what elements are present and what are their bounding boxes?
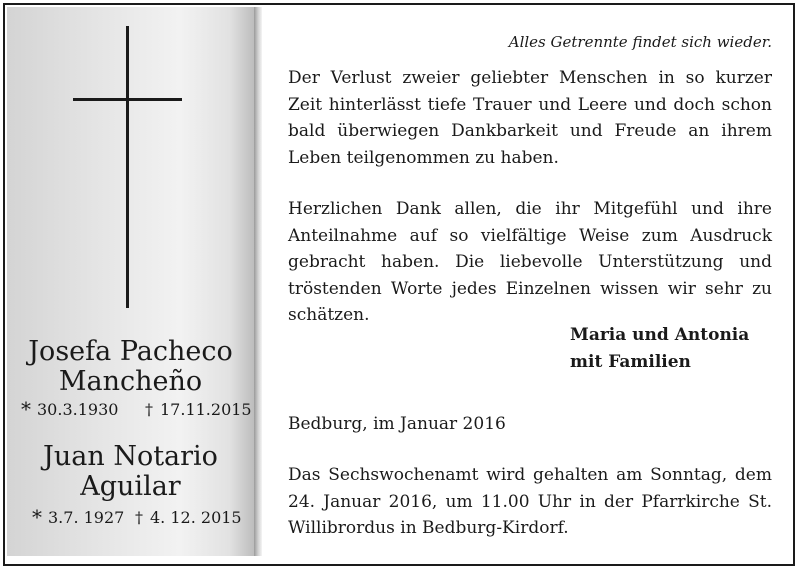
deceased-1-born: 30.3.1930: [37, 400, 119, 419]
deceased-2-name-line2: Aguilar: [80, 471, 181, 502]
deceased-1-name-line1: Josefa Pacheco: [28, 336, 233, 367]
cross-icon-horizontal: [73, 98, 182, 101]
place-date: Bedburg, im Januar 2016: [288, 414, 506, 434]
mass-notice: Das Sechswochenamt wird gehalten am Sonntag, dem 24. Januar 2016, um 11.00 Uhr in der Pfarrkirche St. Willibrordus in Bedburg-Kirdorf.: [288, 465, 772, 538]
died-icon: †: [145, 400, 153, 419]
deceased-2-dates: [7, 505, 254, 530]
paragraph-thanks: Herzlichen Dank allen, die ihr Mitgefühl und ihre Anteilnahme auf so vielfältige Weise zum Ausdruck gebracht haben. Die liebevolle Unterstützung und tröstenden Worte jedes Einzelnen wissen wir sehr zu schätzen.: [288, 199, 772, 325]
cross-icon-vertical: [126, 26, 129, 308]
panel-spine: [254, 7, 262, 556]
died-icon: †: [135, 508, 143, 527]
signers-line1: Maria und Antonia: [570, 325, 750, 345]
signers-line2: mit Familien: [570, 352, 691, 372]
deceased-1-dates: [7, 397, 254, 422]
born-icon: *: [32, 505, 42, 529]
motto: Alles Getrennte findet sich wieder.: [508, 33, 772, 51]
deceased-2-died: 4. 12. 2015: [150, 508, 242, 527]
deceased-2-name-line1: Juan Notario: [43, 441, 218, 472]
deceased-2-born: 3.7. 1927: [48, 508, 125, 527]
deceased-1-name-line2: Mancheño: [58, 366, 203, 397]
born-icon: *: [21, 397, 31, 421]
signers: [570, 322, 749, 376]
paragraph-loss: Der Verlust zweier geliebter Menschen in so kurzer Zeit hinterlässt tiefe Trauer und Leere und doch schon bald überwiegen Dankbarkeit und Freude an ihrem Leben teilgenommen zu haben.: [288, 68, 772, 168]
deceased-1-died: 17.11.2015: [160, 400, 252, 419]
